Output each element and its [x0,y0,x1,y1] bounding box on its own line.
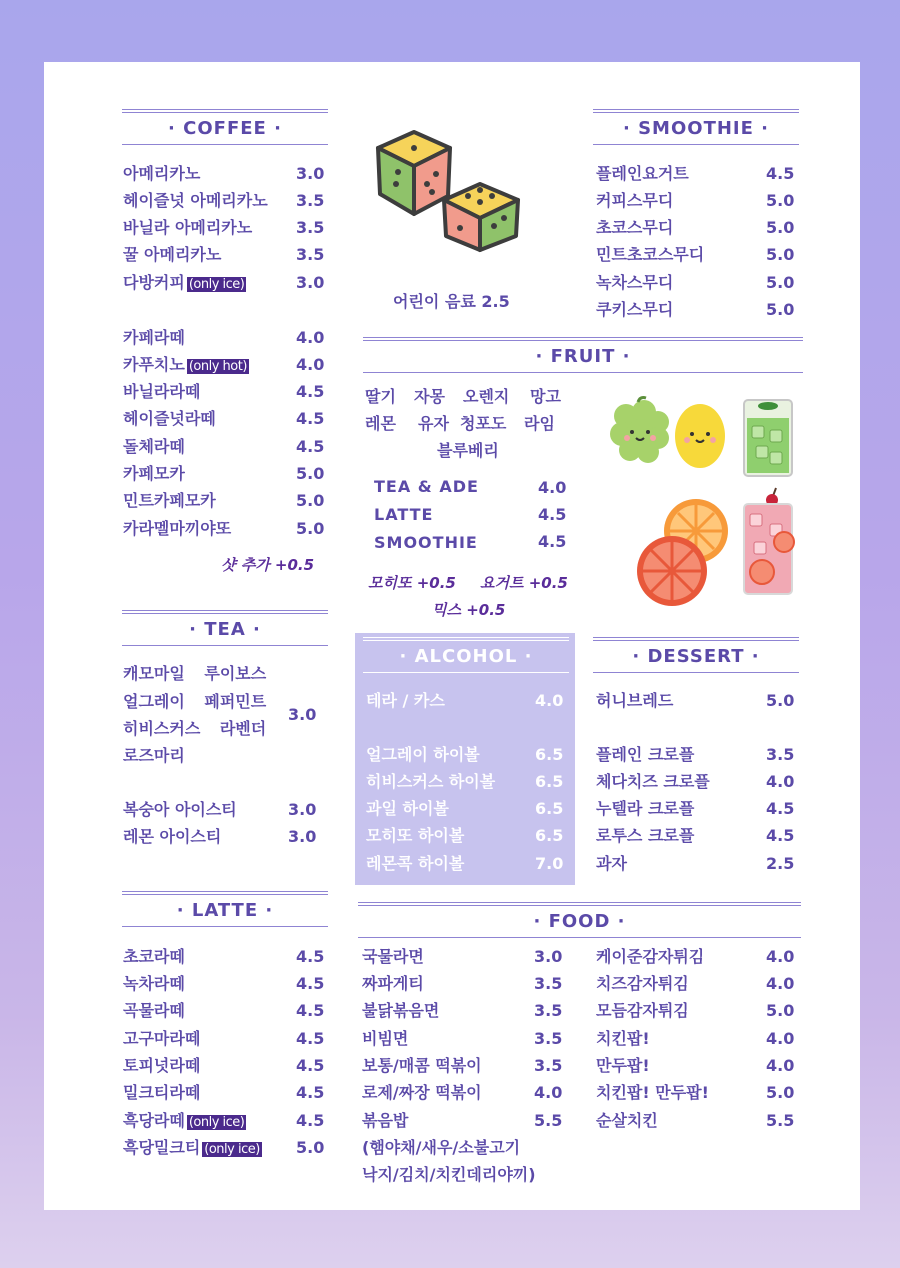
smoothie-item-name: 녹차스무디 [596,273,674,292]
alcohol-item-price: 6.5 [535,799,564,818]
latte-item-price: 4.5 [296,1056,325,1075]
food-item-price: 4.0 [534,1083,563,1102]
dessert-item-price: 4.0 [766,772,795,791]
food-item-price: 3.0 [534,947,563,966]
coffee-item-price: 3.0 [296,273,325,292]
fruit-title: · FRUIT · [535,346,631,367]
latte-item-price: 4.5 [296,947,325,966]
alcohol-item-name: 히비스커스 하이볼 [366,772,496,791]
latte-item-name: 초코라떼 [123,947,185,966]
fried-rice-options: 낙지/김치/치킨데리야끼) [362,1165,536,1184]
coffee-item-name: 바닐라 아메리카노 [123,218,253,237]
coffee-item-price: 3.5 [296,191,325,210]
tea-title: · TEA · [189,619,261,640]
alcohol-title: · ALCOHOL · [399,646,533,667]
coffee-item-price: 3.5 [296,245,325,264]
coffee-title: · COFFEE · [168,118,282,139]
food-title: · FOOD · [533,911,626,932]
fruit-name: 오렌지 [463,387,510,406]
fruit-type-name: LATTE [374,505,434,524]
fried-rice-options: (햄야채/새우/소불고기 [362,1138,521,1157]
fruit-header [363,337,803,373]
latte-header [122,891,328,927]
food-item-price: 5.5 [534,1111,563,1130]
food-item-price: 4.0 [766,1029,795,1048]
fruit-name: 레몬 [365,414,396,433]
coffee-item-price: 4.0 [296,328,325,347]
coffee-item-name: 카푸치노 (only hot) [123,355,247,374]
latte-item-price: 4.5 [296,1111,325,1130]
smoothie-item-name: 쿠키스무디 [596,300,674,319]
latte-item-price: 4.5 [296,1083,325,1102]
food-item-price: 3.5 [534,1056,563,1075]
dessert-item-price: 3.5 [766,745,795,764]
coffee-item-name: 헤이즐넛 아메리카노 [123,191,268,210]
alcohol-header [363,637,569,673]
latte-item-name: 곡물라떼 [123,1001,185,1020]
food-header [358,902,801,938]
kids-drink: 어린이 음료 2.5 [393,292,510,311]
alcohol-item-name: 레몬콕 하이볼 [366,854,465,873]
dessert-item-name: 허니브레드 [596,691,674,710]
food-item-name: 짜파게티 [362,974,424,993]
fruit-name: 딸기 [365,387,396,406]
smoothie-item-name: 초코스무디 [596,218,674,237]
latte-title: · LATTE · [176,900,274,921]
coffee-item-price: 5.0 [296,519,325,538]
food-item-price: 5.0 [766,1083,795,1102]
mojito-extra: 모히또 +0.5 [368,574,456,592]
latte-item-price: 4.5 [296,974,325,993]
latte-item-name: 흑당밀크티 (only ice) [123,1138,260,1157]
food-item-name: 치킨팝! [596,1029,650,1048]
fruit-type-price: 4.0 [538,478,567,497]
dessert-header [593,637,799,673]
smoothie-item-name: 플레인요거트 [596,164,689,183]
latte-item-price: 5.0 [296,1138,325,1157]
dessert-item-price: 5.0 [766,691,795,710]
dice-icon [372,126,532,254]
food-item-name: 볶음밥 [362,1111,409,1130]
latte-item-name: 고구마라떼 [123,1029,201,1048]
dessert-item-name: 로투스 크로플 [596,826,695,845]
red-drink-icon [740,484,796,596]
dessert-item-name: 플레인 크로플 [596,745,695,764]
food-item-price: 5.0 [766,1001,795,1020]
smoothie-item-price: 5.0 [766,300,795,319]
food-item-price: 3.5 [534,1001,563,1020]
coffee-item-name: 카페모카 [123,464,185,483]
tea-group-line: 히비스커스 라벤더 [123,719,267,738]
alcohol-item-price: 7.0 [535,854,564,873]
alcohol-item-name: 모히또 하이볼 [366,826,465,845]
coffee-header [122,109,328,145]
alcohol-item-price: 6.5 [535,826,564,845]
tea-item-name: 복숭아 아이스티 [123,800,237,819]
coffee-item-name: 다방커피 (only ice) [123,273,245,292]
coffee-item-name: 카라멜마끼야또 [123,519,232,538]
alcohol-item-name: 테라 / 카스 [366,691,445,710]
smoothie-title: · SMOOTHIE · [622,118,770,139]
food-item-price: 3.5 [534,1029,563,1048]
food-item-price: 3.5 [534,974,563,993]
fruit-type-price: 4.5 [538,505,567,524]
tea-header [122,610,328,646]
alcohol-item-name: 과일 하이볼 [366,799,449,818]
food-item-name: 만두팝! [596,1056,650,1075]
orange-slice-icon [636,497,732,609]
coffee-item-name: 카페라떼 [123,328,185,347]
alcohol-item-name: 얼그레이 하이볼 [366,745,480,764]
tea-item-price: 3.0 [288,800,317,819]
smoothie-item-name: 커피스무디 [596,191,674,210]
only-ice-badge: (only ice) [188,1115,245,1130]
coffee-item-name: 돌체라떼 [123,437,185,456]
fruit-name: 청포도 [460,414,507,433]
coffee-item-name: 꿀 아메리카노 [123,245,222,264]
food-item-name: 순살치킨 [596,1111,658,1130]
latte-item-name: 녹차라떼 [123,974,185,993]
dessert-item-price: 4.5 [766,826,795,845]
shot-extra: 샷 추가 +0.5 [221,556,315,574]
fruit-name: 블루베리 [437,441,499,460]
latte-item-name: 토피넛라떼 [123,1056,201,1075]
yogurt-extra: 요거트 +0.5 [480,574,568,592]
coffee-item-price: 3.0 [296,164,325,183]
alcohol-item-price: 4.0 [535,691,564,710]
smoothie-item-price: 5.0 [766,245,795,264]
coffee-item-price: 4.0 [296,355,325,374]
tea-group-price: 3.0 [288,705,317,724]
tea-group-line: 캐모마일 루이보스 [123,664,267,683]
food-item-price: 4.0 [766,947,795,966]
fruit-name: 자몽 [414,387,445,406]
fruit-type-price: 4.5 [538,532,567,551]
only-hot-badge: (only hot) [188,359,247,374]
food-item-name: 치즈감자튀김 [596,974,689,993]
alcohol-item-price: 6.5 [535,772,564,791]
dessert-title: · DESSERT · [632,646,760,667]
food-item-name: 불닭볶음면 [362,1001,440,1020]
food-item-name: 모듬감자튀김 [596,1001,689,1020]
fruit-type-name: SMOOTHIE [374,533,478,552]
lemon-icon [672,398,728,472]
fruit-name: 라임 [524,414,555,433]
food-item-name: 보통/매콤 떡볶이 [362,1056,482,1075]
only-ice-badge: (only ice) [188,277,245,292]
latte-item-name: 밀크티라떼 [123,1083,201,1102]
tea-group-line: 로즈마리 [123,746,185,765]
tea-item-price: 3.0 [288,827,317,846]
fruit-name: 망고 [530,387,561,406]
dessert-item-price: 4.5 [766,799,795,818]
food-item-name: 국물라면 [362,947,424,966]
smoothie-item-price: 5.0 [766,273,795,292]
latte-item-name: 흑당라떼 (only ice) [123,1111,245,1130]
dessert-item-name: 누텔라 크로플 [596,799,695,818]
dessert-item-name: 과자 [596,854,627,873]
food-item-name: 치킨팝! 만두팝! [596,1083,709,1102]
coffee-item-price: 5.0 [296,464,325,483]
tea-group-line: 얼그레이 페퍼민트 [123,692,267,711]
coffee-item-price: 4.5 [296,382,325,401]
green-drink-icon [740,392,796,478]
dessert-item-price: 2.5 [766,854,795,873]
fruit-type-name: TEA & ADE [374,477,479,496]
smoothie-item-price: 5.0 [766,191,795,210]
tea-item-name: 레몬 아이스티 [123,827,222,846]
latte-item-price: 4.5 [296,1001,325,1020]
food-item-name: 비빔면 [362,1029,409,1048]
food-item-price: 4.0 [766,1056,795,1075]
fruit-name: 유자 [418,414,449,433]
coffee-item-price: 4.5 [296,409,325,428]
mix-extra: 믹스 +0.5 [432,601,506,619]
smoothie-item-name: 민트초코스무디 [596,245,705,264]
coffee-item-price: 4.5 [296,437,325,456]
coffee-item-name: 민트카페모카 [123,491,216,510]
food-item-name: 케이준감자튀김 [596,947,705,966]
coffee-item-price: 5.0 [296,491,325,510]
coffee-item-name: 헤이즐넛라떼 [123,409,216,428]
coffee-item-price: 3.5 [296,218,325,237]
coffee-item-name: 아메리카노 [123,164,201,183]
food-item-price: 4.0 [766,974,795,993]
coffee-item-name: 바닐라라떼 [123,382,201,401]
smoothie-item-price: 4.5 [766,164,795,183]
alcohol-item-price: 6.5 [535,745,564,764]
smoothie-header [593,109,799,145]
latte-item-price: 4.5 [296,1029,325,1048]
grape-icon [608,394,672,470]
dessert-item-name: 체다치즈 크로플 [596,772,710,791]
food-item-name: 로제/짜장 떡볶이 [362,1083,482,1102]
smoothie-item-price: 5.0 [766,218,795,237]
only-ice-badge: (only ice) [204,1142,260,1157]
food-item-price: 5.5 [766,1111,795,1130]
